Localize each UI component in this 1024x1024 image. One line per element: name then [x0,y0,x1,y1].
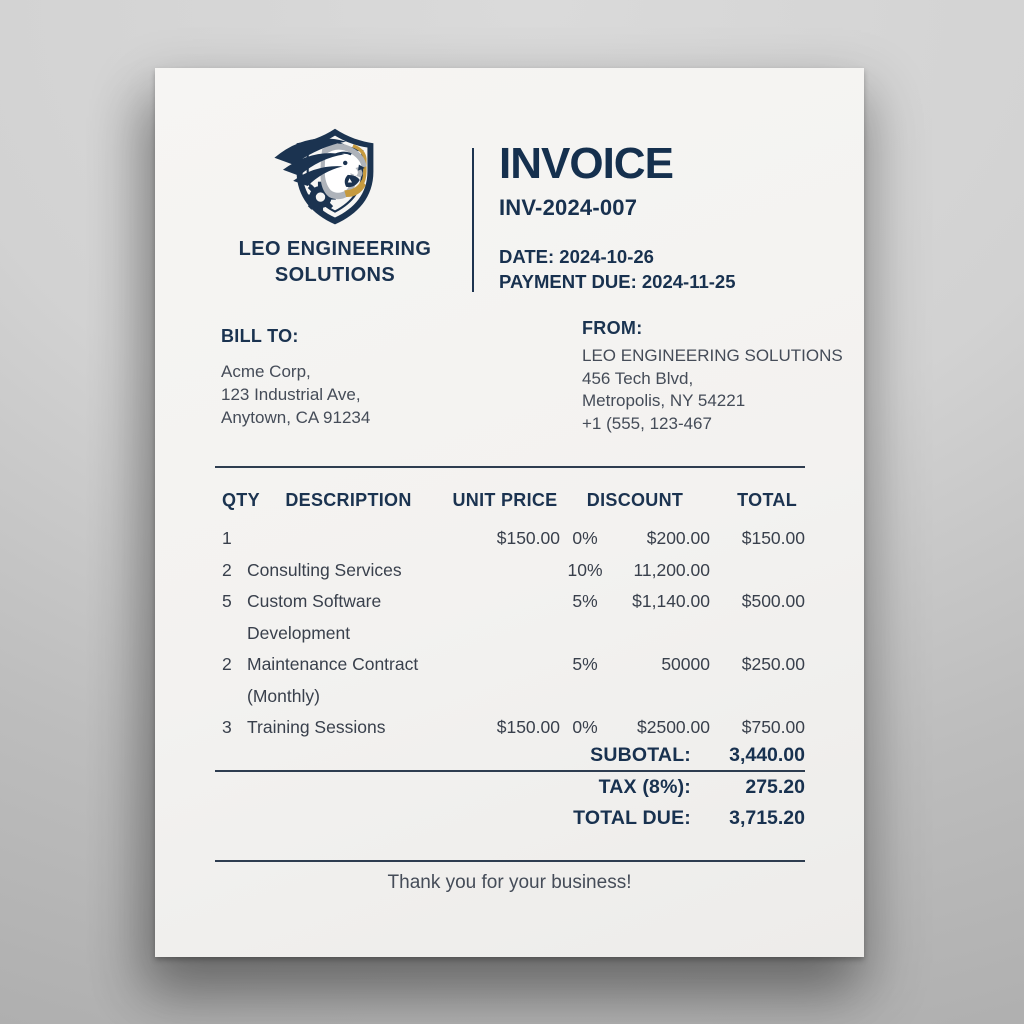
table-header-row [215,490,805,511]
bill-to-line: 123 Industrial Ave, [221,385,361,404]
footer-rule [215,860,805,862]
cell-description: Training Sessions [247,717,386,737]
tax-label: TAX (8%): [598,775,691,798]
cell-qty: 1 [222,528,232,548]
cell-amount: $200.00 [646,528,710,548]
cell-amount: 11,200.00 [633,559,710,580]
date-label: DATE: [499,246,555,267]
bill-to-line: Acme Corp, [221,362,311,381]
tax-value: 275.20 [745,775,805,798]
col-header-description: DESCRIPTION [285,490,412,510]
bill-to-label: BILL TO: [221,326,299,346]
from-line: 456 Tech Blvd, [582,368,694,388]
bill-to-line: Anytown, CA 91234 [221,408,371,427]
cell-discount: 5% [572,654,598,674]
table-body [215,523,805,770]
from-label: FROM: [582,318,643,338]
col-header-total: TOTAL [737,490,797,510]
footer-message: Thank you for your business! [387,872,632,893]
invoice-dates [499,245,736,295]
invoice-paper [155,68,864,957]
from-address [582,345,843,435]
totals-section [215,740,805,835]
cell-description: Custom Software Development [247,591,382,643]
subtotal-value: 3,440.00 [729,744,805,766]
cell-amount: $1,140.00 [632,591,710,611]
from-line: +1 (555, 123-467 [582,413,712,433]
tax-row [215,772,805,804]
bill-to-section [221,326,370,429]
total-due-value: 3,715.20 [729,807,805,829]
col-header-discount: DISCOUNT [586,490,684,510]
company-name [185,236,485,288]
cell-total: $250.00 [741,654,805,674]
payment-due-line [499,270,736,295]
company-name-line2: SOLUTIONS [274,264,396,286]
cell-amount: $2500.00 [637,717,710,737]
payment-due-value: 2024-11-25 [641,270,736,292]
cell-total: $500.00 [741,591,805,611]
from-line: LEO ENGINEERING SOLUTIONS [582,346,843,365]
invoice-number: INV-2024-007 [499,195,638,220]
col-header-unit-price: UNIT PRICE [452,490,558,510]
cell-unit-price: $150.00 [496,717,560,737]
cell-discount: 5% [572,591,598,611]
cell-amount: 50000 [661,654,710,674]
invoice-date-line [499,245,736,270]
cell-total: $750.00 [741,717,805,737]
company-name-line1: LEO ENGINEERING [238,238,432,260]
from-section [582,318,843,435]
table-row [215,586,805,649]
date-value: 2024-10-26 [559,246,654,267]
table-row [215,712,805,744]
cell-description: Maintenance Contract (Monthly) [247,654,419,706]
line-items-table [215,466,805,772]
subtotal-label: SUBOTAL: [590,744,691,766]
cell-qty: 2 [222,654,232,674]
cell-qty: 3 [222,717,232,737]
cell-description: Consulting Services [247,559,402,580]
invoice-title: INVOICE [499,139,673,188]
cell-total: $150.00 [741,528,805,548]
table-row [215,555,805,587]
lion-shield-logo-icon [271,118,399,230]
cell-qty: 5 [222,591,232,611]
cell-discount: 10% [567,559,603,580]
total-due-row [215,803,805,835]
bill-to-address [221,360,370,429]
subtotal-row [215,740,805,772]
cell-discount: 0% [572,717,598,737]
cell-unit-price: $150.00 [496,528,560,548]
header-divider [472,148,474,292]
cell-discount: 0% [572,528,598,548]
from-line: Metropolis, NY 54221 [582,391,746,410]
payment-due-label: PAYMENT DUE: [499,270,637,292]
invoice-header [499,139,736,295]
table-row [215,523,805,555]
total-due-label: TOTAL DUE: [573,807,691,829]
col-header-qty: QTY [222,490,260,510]
cell-qty: 2 [222,559,232,580]
table-row [215,649,805,712]
company-logo-block [185,118,485,288]
